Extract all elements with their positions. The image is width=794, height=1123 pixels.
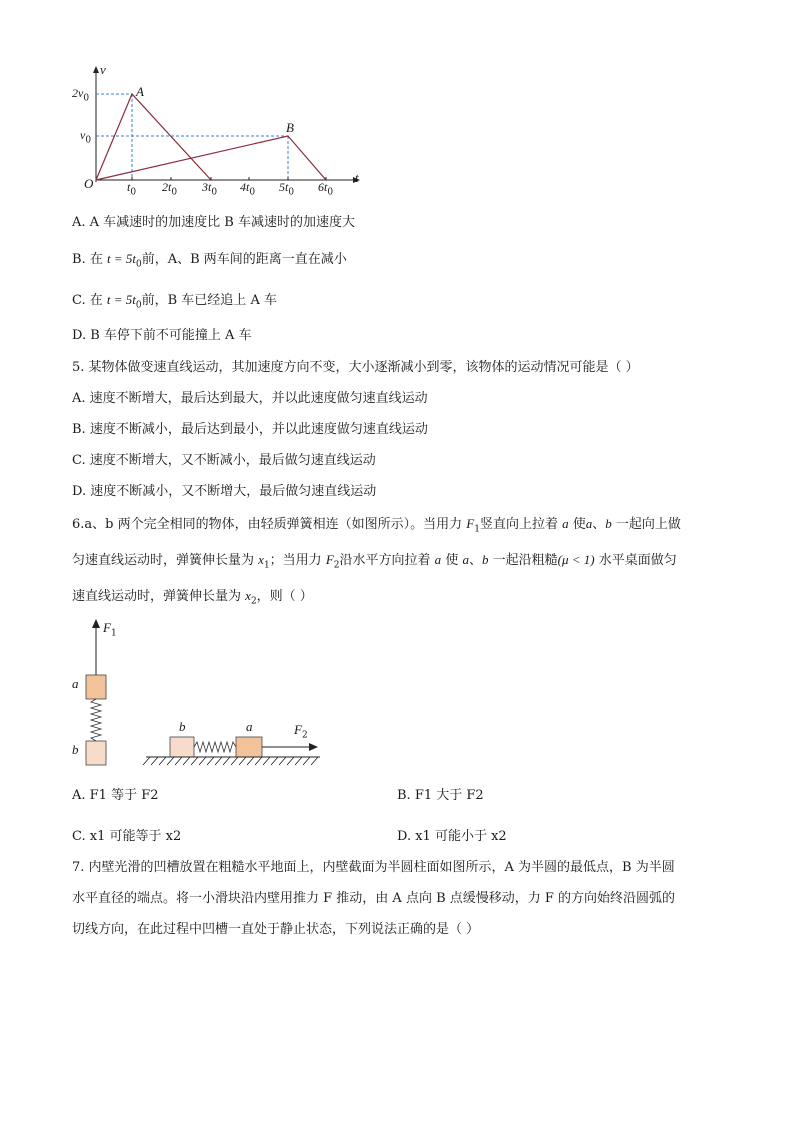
q6-option-c: C. x1 可能等于 x2	[72, 829, 182, 844]
x-tick-6t0: $6t_0$	[318, 180, 334, 198]
v-axis-arrow	[93, 66, 99, 73]
block-b-vertical	[86, 741, 106, 765]
q6-option-d: D. x1 可能小于 x2	[397, 829, 507, 844]
q4-option-a: A. A 车减速时的加速度比 B 车减速时的加速度大	[72, 215, 355, 230]
f2-arrow-head	[309, 743, 318, 751]
q4-option-d: D. B 车停下前不可能撞上 A 车	[72, 328, 252, 343]
x-tick-4t0: $4t_0$	[240, 180, 256, 198]
block-a-horizontal	[236, 737, 262, 757]
origin-label: O	[84, 176, 94, 191]
label-b-horizontal: b	[179, 719, 186, 734]
q6-option-a: A. F1 等于 F2	[72, 788, 159, 803]
y-tick-v0: $v_0$	[80, 128, 92, 146]
x-tick-t0: $t_0$	[127, 180, 137, 198]
q4-option-c: C. 在 $t = 5t_0$前，B 车已经追上 A 车	[72, 292, 277, 311]
q7-stem-line2: 水平直径的端点。将一小滑块沿内壁用推力 F 推动，由 A 点向 B 点缓慢移动，力 F 的方向始终沿圆弧的	[72, 891, 676, 906]
q5-option-a: A. 速度不断增大，最后达到最大，并以此速度做匀速直线运动	[72, 391, 428, 406]
f1-label: $F_1$	[103, 620, 117, 639]
q6-stem-line1: 6.a、b 两个完全相同的物体，由轻质弹簧相连（如图所示）。当用力 $F_1$竖直向上拉着 a 使a、b 一起向上做	[72, 516, 681, 535]
t-axis-label: t	[355, 170, 359, 185]
label-b-vertical: b	[72, 742, 79, 757]
q5-option-c: C. 速度不断增大，又不断减小，最后做匀速直线运动	[72, 453, 376, 468]
y-tick-2v0: $2v_0$	[72, 86, 90, 104]
f1-arrow-head	[92, 619, 100, 628]
velocity-time-graph	[70, 62, 370, 197]
q4-option-b: B. 在 $t = 5t_0$前，A、B 两车间的距离一直在减小	[72, 251, 347, 270]
point-a-label: A	[136, 84, 144, 99]
block-a-vertical	[86, 675, 106, 699]
v-axis-label: v	[100, 62, 106, 77]
f2-label: $F_2$	[294, 722, 308, 741]
q7-stem-line3: 切线方向，在此过程中凹槽一直处于静止状态，下列说法正确的是（ ）	[72, 922, 480, 937]
q5-option-d: D. 速度不断减小，又不断增大，最后做匀速直线运动	[72, 484, 377, 499]
q6-option-b: B. F1 大于 F2	[397, 788, 484, 803]
q6-stem-line2: 匀速直线运动时，弹簧伸长量为 $x_1$；当用力 $F_2$沿水平方向拉着 a 使 a、b 一起沿粗糙(μ < 1) 水平桌面做匀	[72, 552, 677, 571]
label-a-vertical: a	[72, 676, 79, 691]
point-b-label: B	[286, 120, 294, 135]
q6-stem-line3: 速直线运动时，弹簧伸长量为 $x_2$，则（ ）	[72, 588, 313, 607]
q7-stem-line1: 7. 内壁光滑的凹槽放置在粗糙水平地面上，内壁截面为半圆柱面如图所示，A 为半圆的最低点，B 为半圆	[72, 860, 675, 875]
label-a-horizontal: a	[246, 719, 253, 734]
spring-figure	[70, 615, 330, 775]
x-tick-2t0: $2t_0$	[162, 180, 178, 198]
x-tick-5t0: $5t_0$	[279, 180, 295, 198]
x-tick-3t0: $3t_0$	[202, 180, 218, 198]
car-b-line	[96, 136, 326, 180]
q5-option-b: B. 速度不断减小，最后达到最小，并以此速度做匀速直线运动	[72, 422, 428, 437]
spring-vertical	[91, 699, 101, 741]
q5-stem: 5. 某物体做变速直线运动，其加速度方向不变，大小逐渐减小到零，该物体的运动情况可能是（ ）	[72, 360, 639, 375]
ground-hatching	[143, 757, 318, 765]
block-b-horizontal	[170, 737, 194, 757]
spring-horizontal	[194, 742, 236, 752]
